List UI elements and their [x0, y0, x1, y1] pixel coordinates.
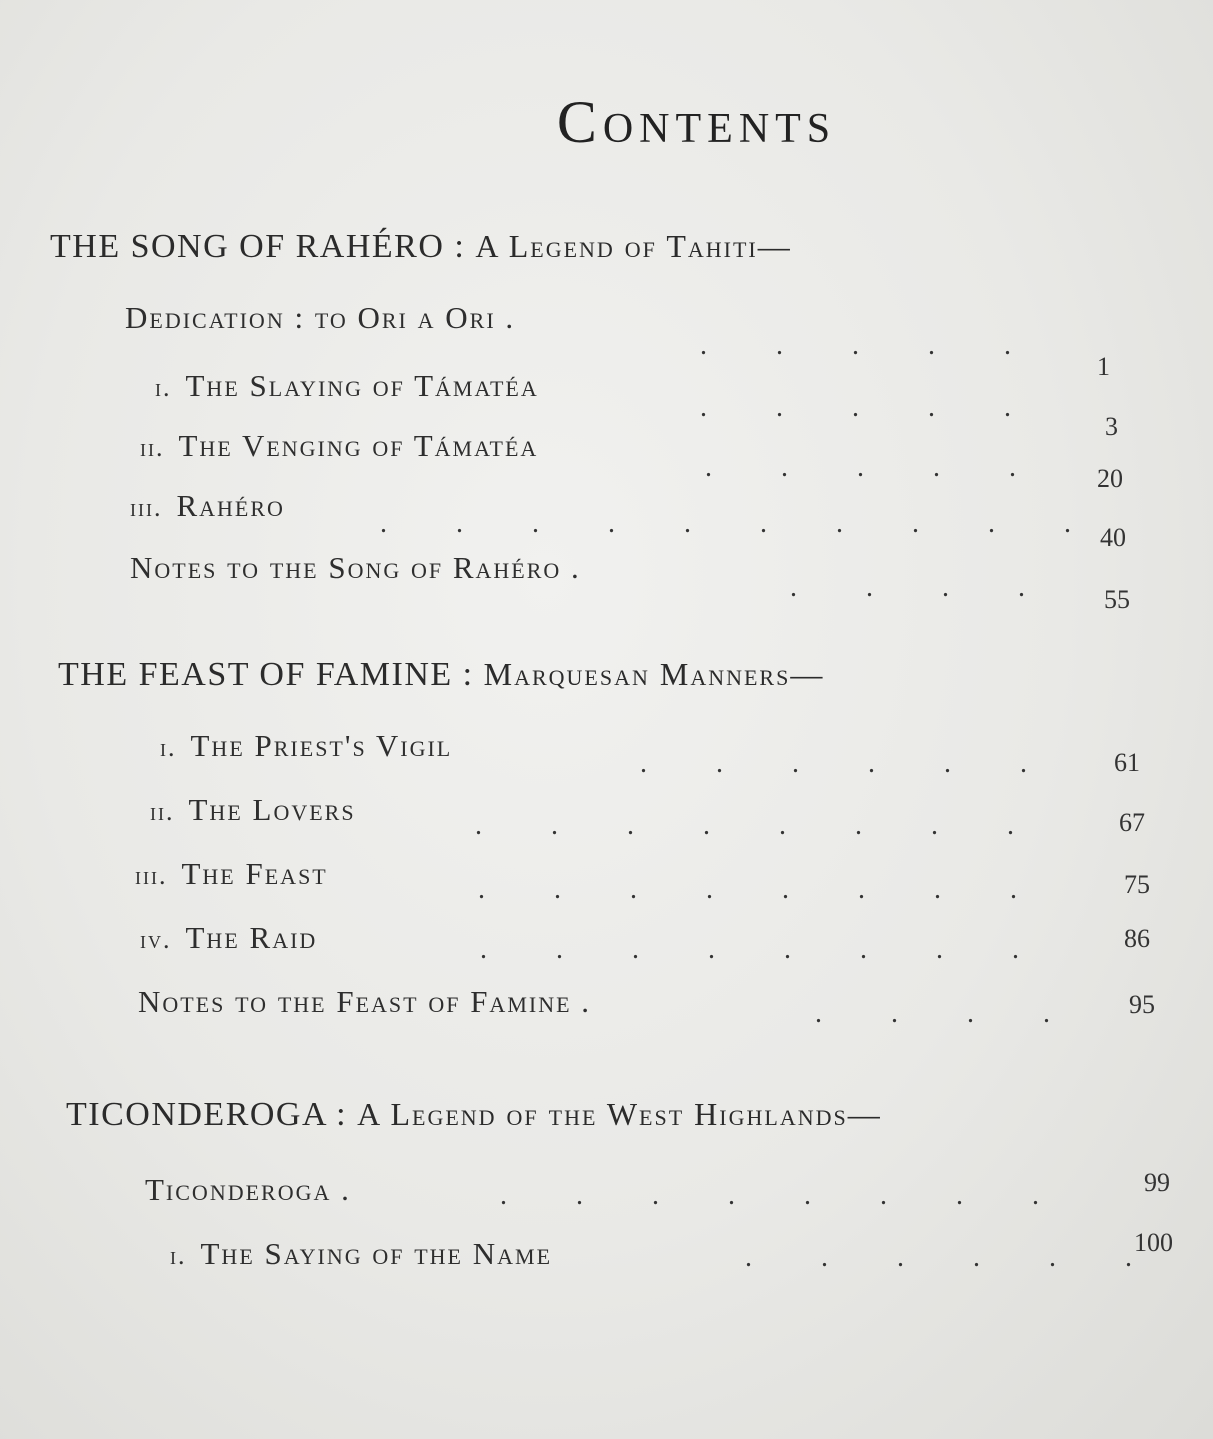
- section-heading-sub: Marquesan Manners—: [483, 656, 825, 692]
- entry-label: Notes to the Feast of Famine .: [138, 984, 592, 1019]
- toc-entry[interactable]: [135, 856, 328, 892]
- entry-label: The Venging of Támatéa: [178, 428, 539, 463]
- section-heading-sub: A Legend of the West Highlands—: [357, 1096, 882, 1132]
- leader-dots: . . . . . .: [745, 1242, 1132, 1273]
- section-heading-main: THE SONG OF RAHÉRO :: [50, 228, 466, 265]
- toc-entry[interactable]: [160, 728, 452, 764]
- page-number: 75: [1124, 870, 1150, 899]
- entry-numeral: iii.: [130, 493, 163, 522]
- entry-label: The Raid: [185, 920, 318, 955]
- page-number: 95: [1129, 990, 1155, 1019]
- entry-numeral: ii.: [150, 797, 175, 826]
- leader-dots: . . . . .: [700, 330, 1011, 361]
- page-number: 3: [1105, 412, 1118, 441]
- entry-label: The Feast: [181, 856, 328, 891]
- entry-label: Rahéro: [176, 488, 285, 523]
- leader-dots: . . . . . . . . . .: [380, 508, 1071, 539]
- entry-label: The Lovers: [188, 792, 356, 827]
- page-number: 20: [1097, 464, 1123, 493]
- page-number: 61: [1114, 748, 1140, 777]
- toc-entry[interactable]: [130, 488, 285, 524]
- leader-dots: . . . . . . . .: [478, 874, 1017, 905]
- entry-label: Ticonderoga .: [145, 1172, 351, 1207]
- entry-numeral: i.: [155, 373, 172, 402]
- page-number: 100: [1134, 1228, 1173, 1257]
- entry-numeral: iv.: [140, 925, 172, 954]
- page-number: 40: [1100, 523, 1126, 552]
- entry-numeral: i.: [160, 733, 177, 762]
- page-number: 55: [1104, 585, 1130, 614]
- section-heading-sub: A Legend of Tahiti—: [475, 228, 792, 264]
- entry-label: The Priest's Vigil: [190, 728, 453, 763]
- entry-numeral: iii.: [135, 861, 168, 890]
- toc-entry[interactable]: [130, 550, 581, 586]
- entry-label: Dedication : to Ori a Ori .: [125, 300, 516, 335]
- page-number: 86: [1124, 924, 1150, 953]
- leader-dots: . . . . . . . .: [480, 934, 1019, 965]
- leader-dots: . . . . . . . .: [500, 1180, 1039, 1211]
- section-heading-main: TICONDEROGA :: [66, 1096, 348, 1133]
- toc-entry[interactable]: [125, 300, 515, 336]
- toc-entry[interactable]: [150, 792, 356, 828]
- entry-numeral: i.: [170, 1241, 187, 1270]
- leader-dots: . . . . . .: [640, 748, 1027, 779]
- entry-label: Notes to the Song of Rahéro .: [130, 550, 581, 585]
- page-number: 67: [1119, 808, 1145, 837]
- toc-entry[interactable]: [140, 920, 317, 956]
- toc-entry[interactable]: [155, 368, 539, 404]
- page-title: Contents: [556, 89, 837, 155]
- toc-entry[interactable]: [145, 1172, 351, 1208]
- entry-label: The Saying of the Name: [200, 1236, 553, 1271]
- section-heading-main: THE FEAST OF FAMINE :: [58, 656, 474, 693]
- leader-dots: . . . . .: [700, 392, 1011, 423]
- section-heading-feast-of-famine: [58, 656, 824, 694]
- leader-dots: . . . . . . . .: [475, 810, 1014, 841]
- toc-entry[interactable]: [170, 1236, 552, 1272]
- leader-dots: . . . .: [790, 572, 1025, 603]
- toc-entry[interactable]: [138, 984, 591, 1020]
- entry-numeral: ii.: [140, 433, 165, 462]
- page-number: 99: [1144, 1168, 1170, 1197]
- entry-label: The Slaying of Támatéa: [185, 368, 539, 403]
- page-number: 1: [1097, 352, 1110, 381]
- section-heading-ticonderoga: [66, 1096, 882, 1134]
- leader-dots: . . . . .: [705, 452, 1016, 483]
- toc-entry[interactable]: [140, 428, 538, 464]
- leader-dots: . . . .: [815, 998, 1050, 1029]
- section-heading-rahero: [50, 228, 792, 266]
